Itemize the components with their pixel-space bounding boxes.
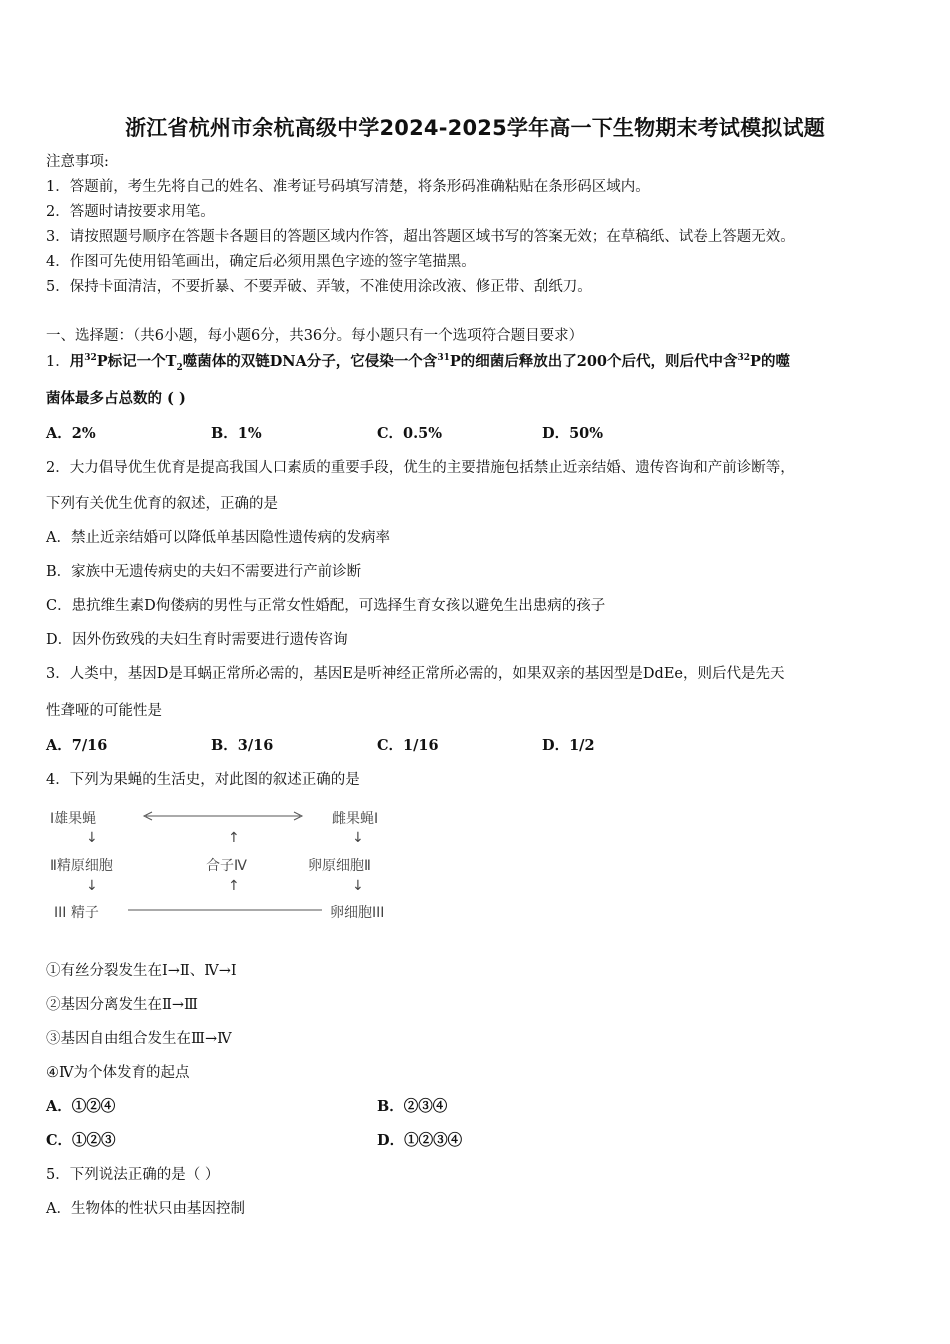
oogonium-label: 卵原细胞Ⅱ [308,858,371,874]
q1-text: 噬菌体的双链DNA分子，它侵染一个含 [182,353,438,370]
question-1-line-1 [46,352,790,372]
statement-3: ③基因自由组合发生在Ⅲ→Ⅳ [46,1031,232,1047]
question-2-line-1: 2．大力倡导优生优育是提高我国人口素质的重要手段，优生的主要措施包括禁止近亲结婚、遗传咨询和产前诊断等， [46,460,795,476]
notice-item: 5．保持卡面清洁，不要折暴、不要弄破、弄皱，不准使用涂改液、修正带、刮纸刀。 [46,279,592,295]
female-fly-label: 雌果蝇Ⅰ [332,811,379,827]
q1-text: P的噬 [750,353,790,370]
question-3-line-1: 3．人类中，基因D是耳蜗正常所必需的，基因E是听神经正常所必需的，如果双亲的基因型是DdEe，则后代是先天 [46,666,785,682]
fruit-fly-life-cycle-diagram [46,800,416,930]
option-c: C．1/16 [377,737,439,754]
down-arrow-icon: ↓ [86,878,98,894]
option-b: B．3/16 [211,737,274,754]
down-arrow-icon: ↓ [352,878,364,894]
option-a: A．生物体的性状只由基因控制 [46,1201,245,1217]
male-fly-label: Ⅰ雄果蝇 [50,811,97,827]
q1-text: 用 [69,353,85,370]
option-a: A．7/16 [46,737,108,754]
isotope-label: 32 [84,353,97,364]
option-d: D．因外伤致残的夫妇生育时需要进行遗传咨询 [46,632,348,648]
question-1-line-2: 菌体最多占总数的 ( ) [46,390,186,407]
down-arrow-icon: ↓ [352,830,364,846]
isotope-label: 32 [737,353,751,364]
connector-line [126,902,326,918]
q1-text: P的细菌后释放出了200个后代，则后代中含 [449,353,738,370]
question-2-line-2: 下列有关优生优育的叙述，正确的是 [46,496,278,512]
up-arrow-icon: ↑ [228,878,240,894]
option-b: B．家族中无遗传病史的夫妇不需要进行产前诊断 [46,564,362,580]
q1-text: P标记一个T [96,353,177,370]
option-b: B．1% [211,425,262,442]
notice-item: 4．作图可先使用铅笔画出，确定后必须用黑色字迹的签字笔描黑。 [46,254,476,270]
notice-heading: 注意事项: [46,154,109,170]
egg-label: 卵细胞III [330,905,385,921]
option-c: C．患抗维生素D佝偻病的男性与正常女性婚配，可选择生育女孩以避免生出患病的孩子 [46,598,606,614]
isotope-label: 31 [437,353,450,364]
section-heading: 一、选择题：（共6小题，每小题6分，共36分。每小题只有一个选项符合题目要求） [46,328,584,344]
notice-item: 3．请按照题号顺序在答题卡各题目的答题区域内作答，超出答题区域书写的答案无效；在草稿纸、试卷上答题无效。 [46,229,795,245]
up-arrow-icon: ↑ [228,830,240,846]
statement-4: ④Ⅳ为个体发育的起点 [46,1065,190,1081]
option-d: D．50% [542,425,604,442]
option-c: C．0.5% [377,425,443,442]
down-arrow-icon: ↓ [86,830,98,846]
option-a: A．禁止近亲结婚可以降低单基因隐性遗传病的发病率 [46,530,390,546]
option-d: D．1/2 [542,737,595,754]
option-d: D．①②③④ [377,1132,463,1149]
question-4-line-1: 4．下列为果蝇的生活史，对此图的叙述正确的是 [46,772,360,788]
double-arrow-icon [138,808,308,824]
notice-item: 2．答题时请按要求用笔。 [46,204,215,220]
option-b: B．②③④ [377,1098,448,1115]
option-a: A．2% [46,425,96,442]
subscript: 2 [176,362,183,373]
statement-1: ①有丝分裂发生在Ⅰ→Ⅱ、Ⅳ→Ⅰ [46,963,237,979]
question-number: 1． [46,354,70,370]
page-title: 浙江省杭州市余杭高级中学2024-2025学年高一下生物期末考试模拟试题 [125,116,825,140]
option-c: C．①②③ [46,1132,116,1149]
question-5-line-1: 5．下列说法正确的是（ ） [46,1167,220,1183]
option-a: A．①②④ [46,1098,116,1115]
notice-item: 1．答题前，考生先将自己的姓名、准考证号码填写清楚，将条形码准确粘贴在条形码区域内。 [46,179,650,195]
sperm-label: III 精子 [54,905,99,921]
statement-2: ②基因分离发生在Ⅱ→Ⅲ [46,997,198,1013]
zygote-label: 合子Ⅳ [206,858,247,874]
question-3-line-2: 性聋哑的可能性是 [46,703,162,719]
spermatogonium-label: Ⅱ精原细胞 [50,858,113,874]
